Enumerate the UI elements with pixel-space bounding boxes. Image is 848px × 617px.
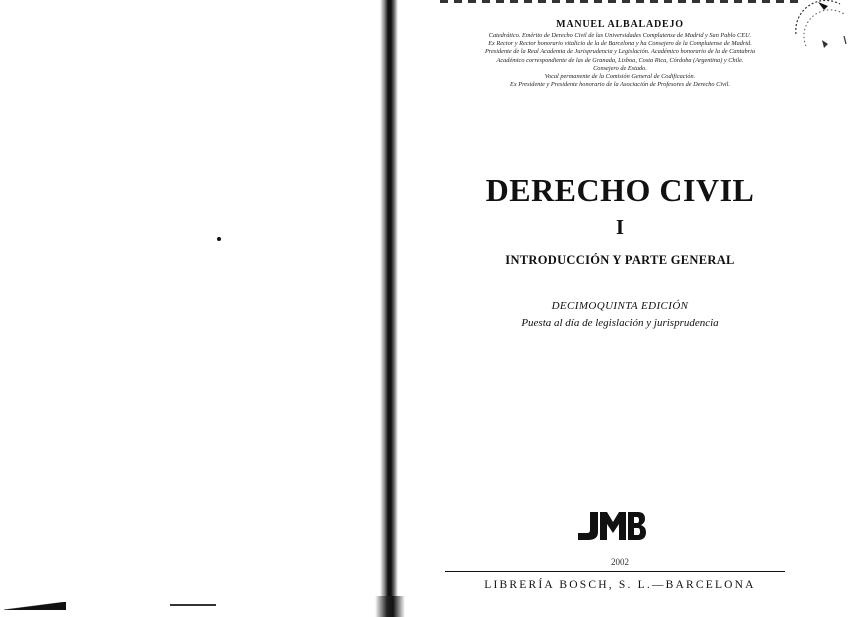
publication-year: 2002 bbox=[611, 557, 629, 567]
credential-line: Catedrático. Emérito de Derecho Civil de las Universidades Complutense de Madrid y San Pablo CEU. bbox=[488, 32, 752, 39]
credential-line: Vocal permanente de la Comisión General de Codificación. bbox=[544, 73, 696, 81]
cropped-top-text bbox=[440, 0, 800, 3]
credential-line: Ex Rector y Rector honorario vitalicio de la de Barcelona y ha Consejero de la Complutense de Madrid. bbox=[488, 40, 752, 48]
divider-rule bbox=[445, 571, 785, 572]
publisher-logo bbox=[576, 512, 646, 540]
book-gutter bbox=[380, 0, 398, 617]
left-page bbox=[0, 0, 380, 617]
title-page bbox=[400, 0, 848, 617]
credential-line: Presidente de la Real Academia de Jurisprudencia y Legislación. Académico honorario de la de Cantabria bbox=[484, 48, 756, 56]
book-title: DERECHO CIVIL bbox=[485, 172, 755, 208]
update-note: Puesta al día de legislación y jurisprudencia bbox=[521, 317, 719, 329]
credential-line: Ex Presidente y Presidente honorario de la Asociación de Profesores de Derecho Civil. bbox=[510, 81, 730, 89]
page-edge-mark bbox=[4, 602, 66, 610]
author-credentials bbox=[430, 32, 810, 89]
credential-line: Académico correspondiente de las de Granada, Lisboa, Costa Rica, Córdoba (Argentina) y Chile. bbox=[496, 56, 744, 64]
ink-speck bbox=[217, 237, 221, 241]
volume-number: I bbox=[615, 215, 625, 239]
book-subtitle: INTRODUCCIÓN Y PARTE GENERAL bbox=[505, 253, 735, 267]
publisher-line: LIBRERÍA BOSCH, S. L.—BARCELONA bbox=[484, 579, 756, 591]
credential-line: Consejero de Estado. bbox=[593, 64, 647, 72]
library-stamp-icon bbox=[788, 0, 848, 56]
edition-label: DECIMOQUINTA EDICIÓN bbox=[551, 300, 689, 312]
author-name: MANUEL ALBALADEJO bbox=[556, 19, 684, 30]
page-edge-mark bbox=[170, 604, 216, 606]
